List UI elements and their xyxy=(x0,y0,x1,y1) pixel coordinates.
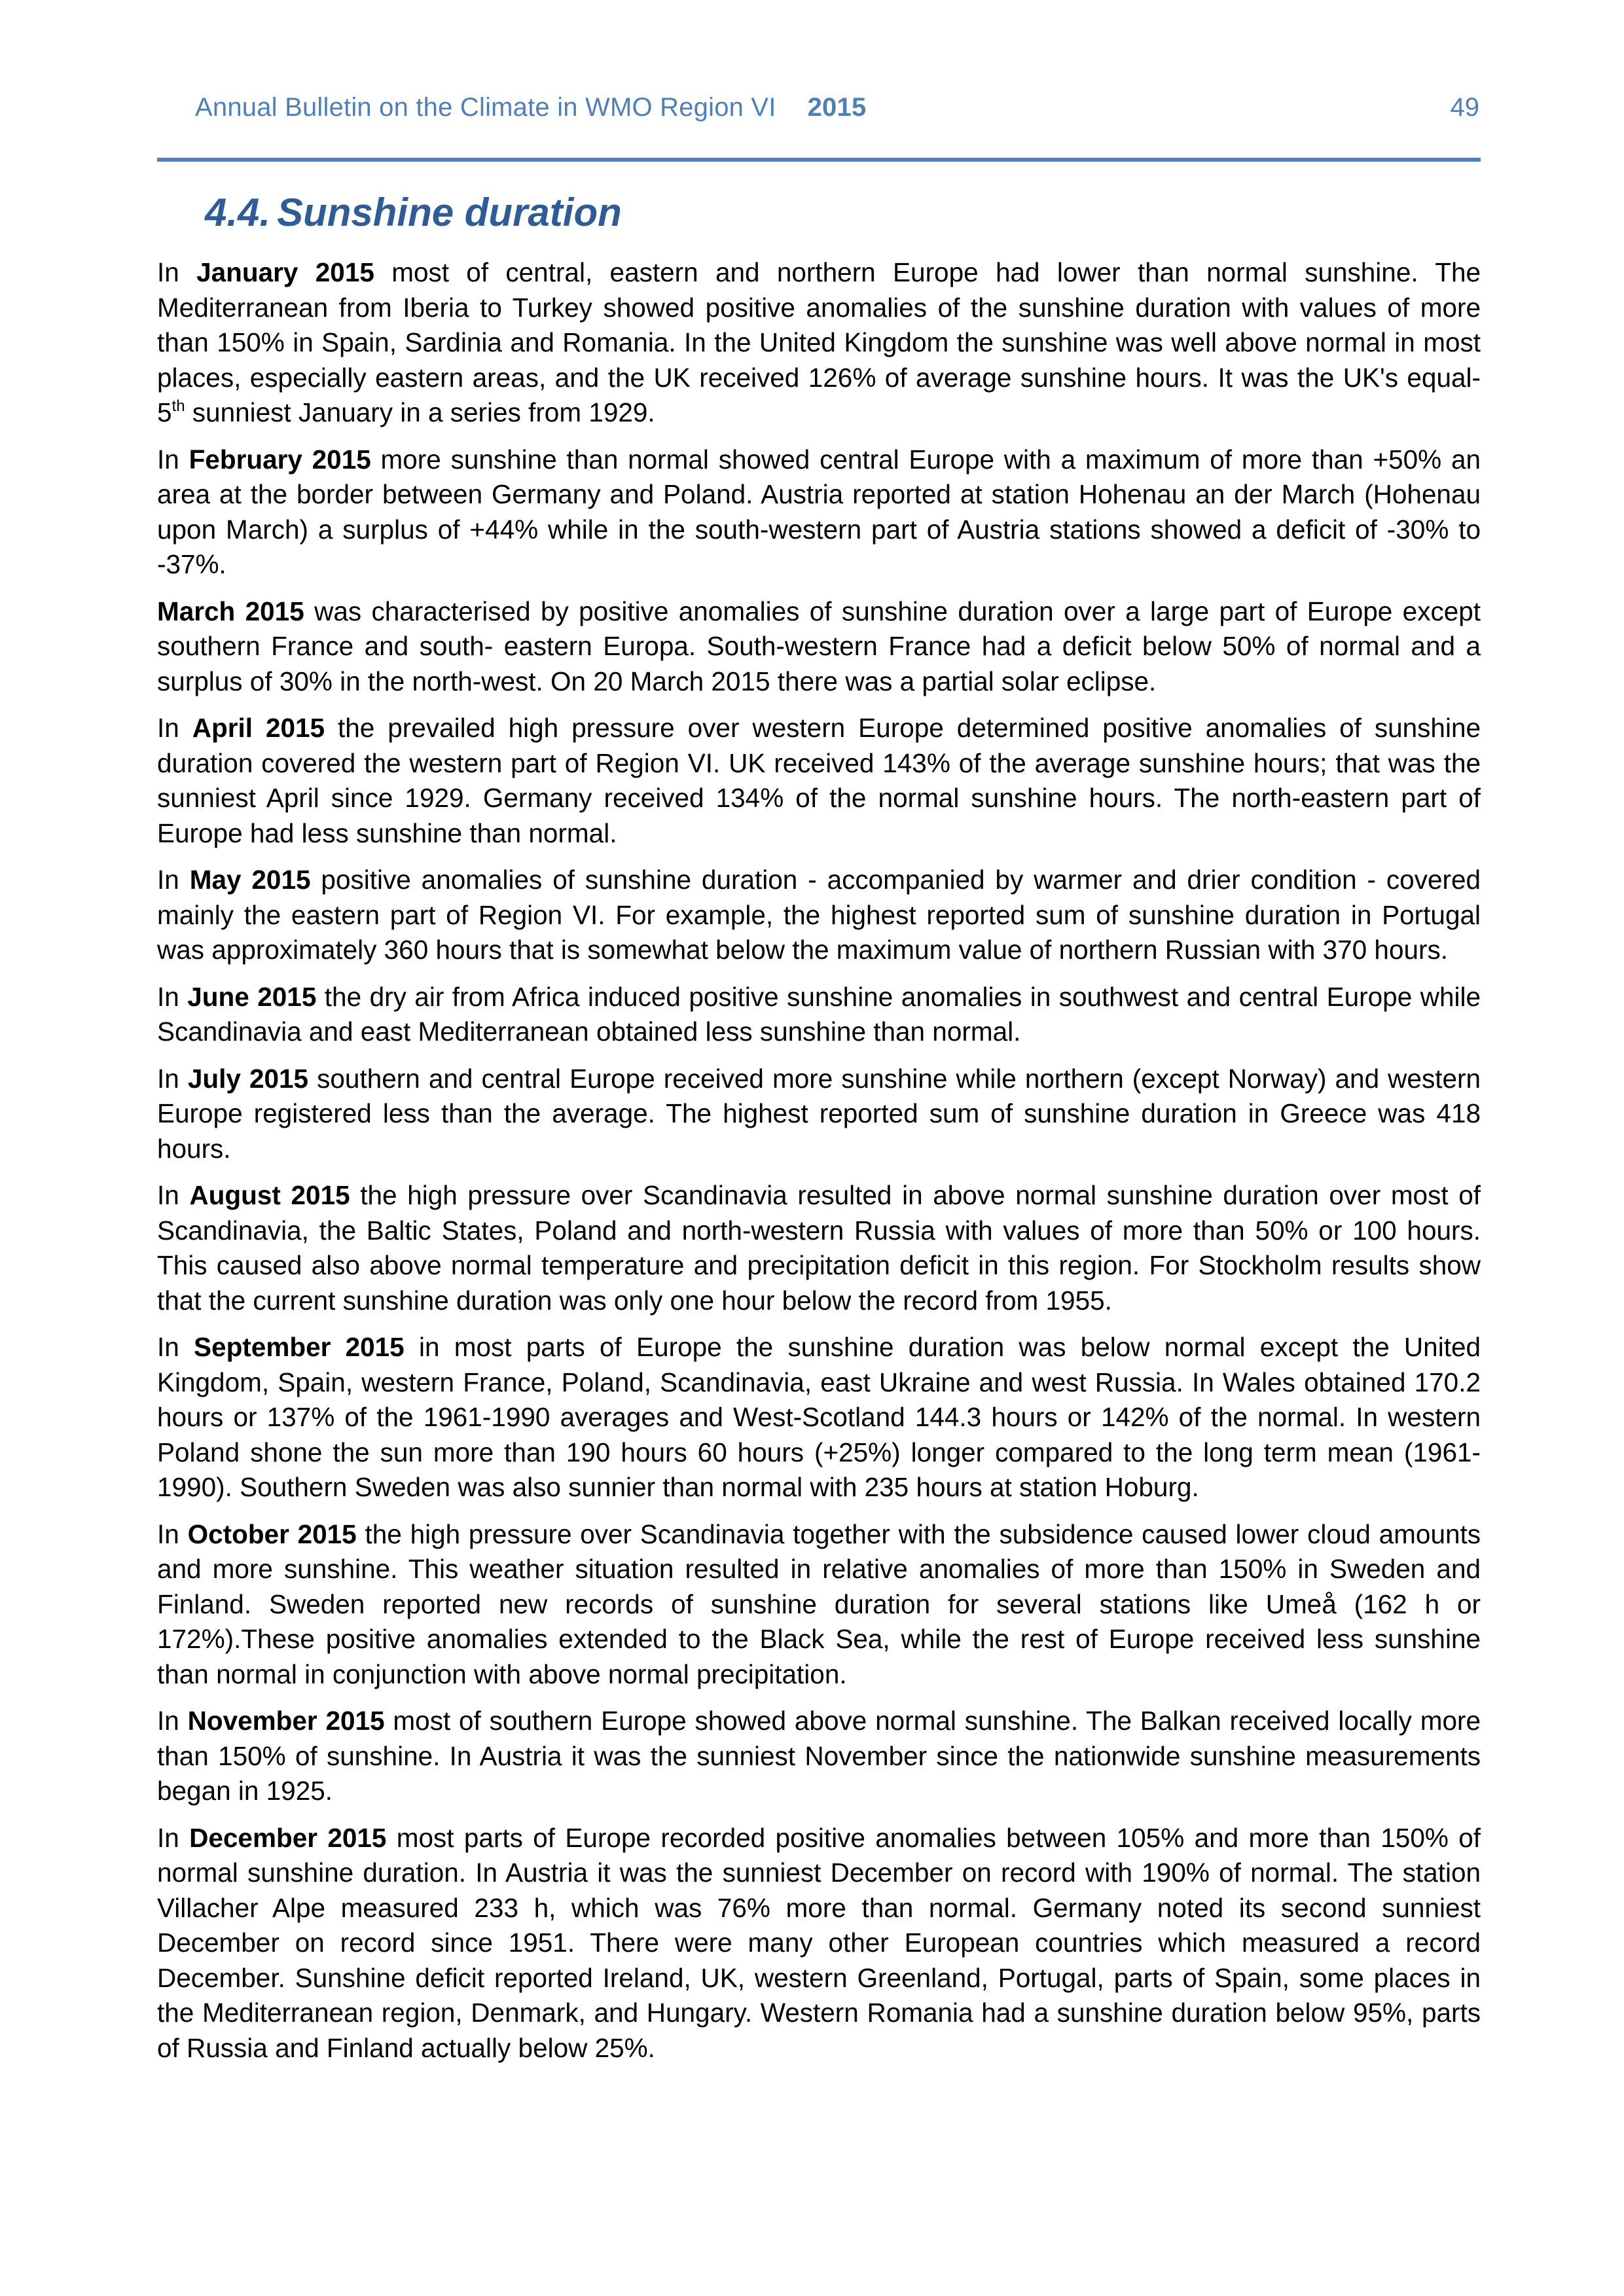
paragraph-text: was characterised by positive anomalies of sunshine duration over a large part of Europe except southern France and south- eastern Europa. South-western France had a deficit below 50% of normal and a surplus of 30% in the north-west. On 20 March 2015 there was a partial solar eclipse. xyxy=(157,596,1481,696)
header-year: 2015 xyxy=(807,93,867,122)
page-header xyxy=(157,0,1481,162)
paragraph-september xyxy=(157,1330,1481,1505)
paragraph-march xyxy=(157,594,1481,700)
paragraph-february xyxy=(157,442,1481,583)
paragraph-january xyxy=(157,255,1481,431)
paragraph-text: southern and central Europe received more sunshine while northern (except Norway) and western Europe registered less than the average. The highest reported sum of sunshine duration in Greece was 418 hours. xyxy=(157,1063,1481,1164)
paragraph-text-after: sunniest January in a series from 1929. xyxy=(185,397,655,427)
month-label: January 2015 xyxy=(196,257,374,287)
body-text xyxy=(157,255,1481,2077)
paragraph-may xyxy=(157,863,1481,968)
paragraph-prefix: In xyxy=(157,713,192,743)
month-label: March 2015 xyxy=(157,596,304,626)
paragraph-text: more sunshine than normal showed central Europe with a maximum of more than +50% an area at the border between Germany and Poland. Austria reported at station Hohenau an der March (Hohenau upon March) a surplus of +44% while in the south-western part of Austria stations showed a deficit of -30% to -37%. xyxy=(157,444,1481,579)
page-number: 49 xyxy=(1450,93,1479,122)
paragraph-october xyxy=(157,1517,1481,1693)
month-label: April 2015 xyxy=(192,713,325,743)
paragraph-june xyxy=(157,980,1481,1050)
paragraph-text: most of central, eastern and northern Europe had lower than normal sunshine. The Mediterranean from Iberia to Turkey showed positive anomalies of the sunshine duration with values of more than 150% in Spain, Sardinia and Romania. In the United Kingdom the sunshine was well above normal in most places, especially eastern areas, and the UK received 126% of average sunshine hours. It was the UK's equal- 5 xyxy=(157,257,1481,427)
paragraph-prefix: In xyxy=(157,444,189,475)
month-label: May 2015 xyxy=(189,865,311,895)
month-label: August 2015 xyxy=(189,1180,350,1210)
paragraph-text: the prevailed high pressure over western Europe determined positive anomalies of sunshine duration covered the western part of Region VI. UK received 143% of the average sunshine hours; that was the sunniest April since 1929. Germany received 134% of the normal sunshine hours. The north-eastern part of Europe had less sunshine than normal. xyxy=(157,713,1481,848)
month-label: October 2015 xyxy=(187,1518,357,1549)
paragraph-december xyxy=(157,1821,1481,2066)
header-title: Annual Bulletin on the Climate in WMO Region VI xyxy=(195,93,776,122)
month-label: June 2015 xyxy=(187,981,317,1012)
paragraph-prefix: In xyxy=(157,1332,194,1362)
paragraph-july xyxy=(157,1062,1481,1167)
ordinal-suffix: th xyxy=(171,397,185,415)
paragraph-prefix: In xyxy=(157,1822,190,1853)
month-label: July 2015 xyxy=(187,1063,309,1094)
paragraph-text: the high pressure over Scandinavia together with the subsidence caused lower cloud amounts and more sunshine. This weather situation resulted in relative anomalies of more than 150% in Sweden and Finland. Sweden reported new records of sunshine duration for several stations like Umeå (162 h or 172%).These positive anomalies extended to the Black Sea, while the rest of Europe received less sunshine than normal in conjunction with above normal precipitation. xyxy=(157,1518,1481,1689)
paragraph-prefix: In xyxy=(157,981,188,1012)
paragraph-august xyxy=(157,1178,1481,1318)
running-header xyxy=(195,93,866,122)
paragraph-text: most parts of Europe recorded positive anomalies between 105% and more than 150% of normal sunshine duration. In Austria it was the sunniest December on record with 190% of normal. The station Villacher Alpe measured 233 h, which was 76% more than normal. Germany noted its second sunniest December on record since 1951. There were many other European countries which measured a record December. Sunshine deficit reported Ireland, UK, western Greenland, Portugal, parts of Spain, some places in the Mediterranean region, Denmark, and Hungary. Western Romania had a sunshine duration below 95%, parts of Russia and Finland actually below 25%. xyxy=(157,1822,1481,2063)
section-title: Sunshine duration xyxy=(277,190,622,234)
paragraph-april xyxy=(157,711,1481,851)
paragraph-text: the dry air from Africa induced positive sunshine anomalies in southwest and central Europe while Scandinavia and east Mediterranean obtained less sunshine than normal. xyxy=(157,981,1481,1047)
month-label: September 2015 xyxy=(194,1332,405,1362)
month-label: February 2015 xyxy=(189,444,371,475)
paragraph-text: most of southern Europe showed above normal sunshine. The Balkan received locally more than 150% of sunshine. In Austria it was the sunniest November since the nationwide sunshine measurements began in 1925. xyxy=(157,1706,1481,1806)
paragraph-prefix: In xyxy=(157,1706,188,1736)
paragraph-prefix: In xyxy=(157,1518,188,1549)
paragraph-prefix: In xyxy=(157,1063,188,1094)
month-label: December 2015 xyxy=(189,1822,387,1853)
paragraph-november xyxy=(157,1704,1481,1809)
paragraph-text: the high pressure over Scandinavia resulted in above normal sunshine duration over most of Scandinavia, the Baltic States, Poland and north-western Russia with values of more than 50% or 100 hours. This caused also above normal temperature and precipitation deficit in this region. For Stockholm results show that the current sunshine duration was only one hour below the record from 1955. xyxy=(157,1180,1481,1316)
section-heading xyxy=(205,190,622,235)
paragraph-text: positive anomalies of sunshine duration - accompanied by warmer and drier condition - covered mainly the eastern part of Region VI. For example, the highest reported sum of sunshine duration in Portugal was approximately 360 hours that is somewhat below the maximum value of northern Russian with 370 hours. xyxy=(157,865,1481,965)
section-number: 4.4. xyxy=(205,190,271,234)
paragraph-prefix: In xyxy=(157,257,197,287)
paragraph-prefix: In xyxy=(157,865,190,895)
paragraph-text: in most parts of Europe the sunshine duration was below normal except the United Kingdom, Spain, western France, Poland, Scandinavia, east Ukraine and west Russia. In Wales obtained 170.2 hours or 137% of the 1961-1990 averages and West-Scotland 144.3 hours or 142% of the normal. In western Poland shone the sun more than 190 hours 60 hours (+25%) longer compared to the long term mean (1961-1990). Southern Sweden was also sunnier than normal with 235 hours at station Hoburg. xyxy=(157,1332,1481,1502)
paragraph-prefix: In xyxy=(157,1180,190,1210)
month-label: November 2015 xyxy=(187,1706,385,1736)
